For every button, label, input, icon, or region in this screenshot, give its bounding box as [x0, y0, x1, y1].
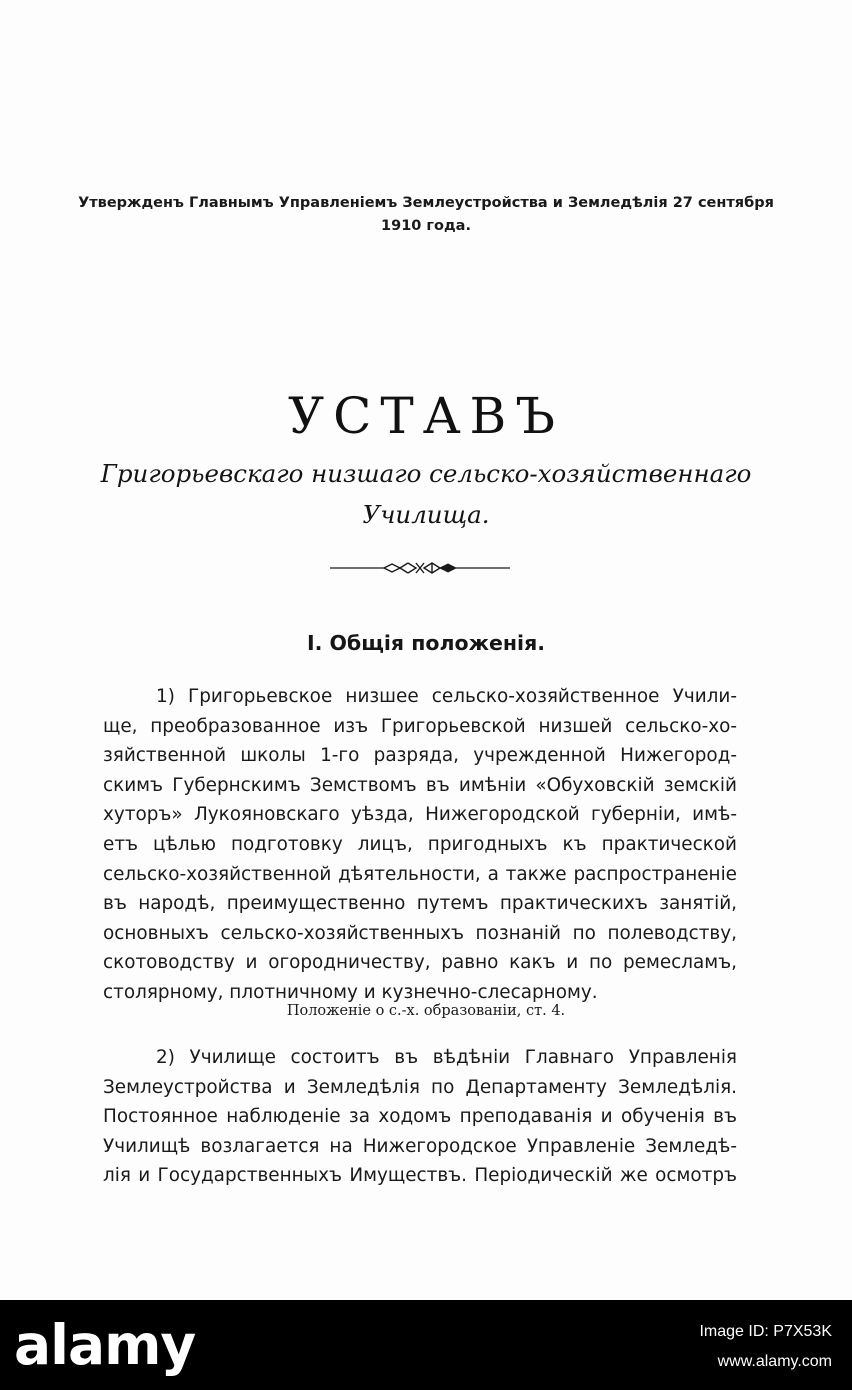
divider-ornament-icon — [330, 560, 510, 576]
text-line: основныхъ сельско-хозяйственныхъ познаній по полеводству, — [103, 922, 737, 944]
watermark-url: www.alamy.com — [717, 1353, 832, 1370]
text-line: скотоводству и огородничеству, равно какъ и по ремесламъ, — [103, 952, 737, 974]
text-line: хуторъ» Лукояновскаго уѣзда, Нижегородской губерніи, имѣ- — [103, 804, 737, 826]
text-line: ще, преобразованное изъ Григорьевской низшей сельско-хо- — [103, 715, 737, 737]
subtitle-line: Григорьевскаго низшаго сельско-хозяйственнаго — [100, 459, 752, 488]
watermark-logo: alamy — [14, 1313, 196, 1377]
text-line: Училищѣ возлагается на Нижегородское Управленіе Земледѣ- — [103, 1135, 737, 1157]
text-line: въ народѣ, преимущественно путемъ практическихъ занятій, — [103, 893, 737, 915]
text-line: Постоянное наблюденіе за ходомъ преподаванія и обученія въ — [103, 1106, 737, 1128]
text-line: Землеустройства и Земледѣлія по Департаменту Земледѣлія. — [103, 1076, 737, 1098]
text-line: етъ цѣлью подготовку лицъ, пригодныхъ къ практической — [103, 833, 737, 855]
text-line: лія и Государственныхъ Имуществъ. Періодическій же осмотръ — [103, 1165, 737, 1187]
section-heading: I. Общія положенія. — [306, 631, 546, 655]
paragraph-2 — [103, 1043, 737, 1191]
document-title: УСТАВЪ — [287, 387, 565, 445]
text-line: скимъ Губернскимъ Земствомъ въ имѣніи «Обуховскій земскій — [103, 774, 737, 796]
approval-note — [60, 192, 792, 238]
text-line: зяйственной школы 1-го разряда, учрежденной Нижегород- — [103, 745, 737, 767]
approval-line: Утвержденъ Главнымъ Управленіемъ Землеустройства и Земледѣлія 27 сентября — [78, 195, 774, 211]
document-subtitle — [40, 453, 812, 535]
watermark-banner — [0, 1300, 852, 1390]
text-line: 1) Григорьевское низшее сельско-хозяйственное Учили- — [156, 686, 737, 707]
citation: Положеніе о с.-х. образованіи, ст. 4. — [286, 1003, 566, 1019]
text-line: сельско-хозяйственной дѣятельности, а также распространеніе — [103, 863, 737, 885]
text-line: 2) Училище состоитъ въ вѣдѣніи Главнаго Управленія — [156, 1047, 737, 1068]
text-line: столярному, плотничному и кузнечно-слесарному. — [103, 981, 598, 1003]
paragraph-1 — [103, 682, 737, 1008]
subtitle-line: Училища. — [362, 500, 490, 529]
approval-line: 1910 года. — [381, 218, 471, 234]
watermark-image-id: Image ID: P7X53K — [699, 1323, 832, 1340]
